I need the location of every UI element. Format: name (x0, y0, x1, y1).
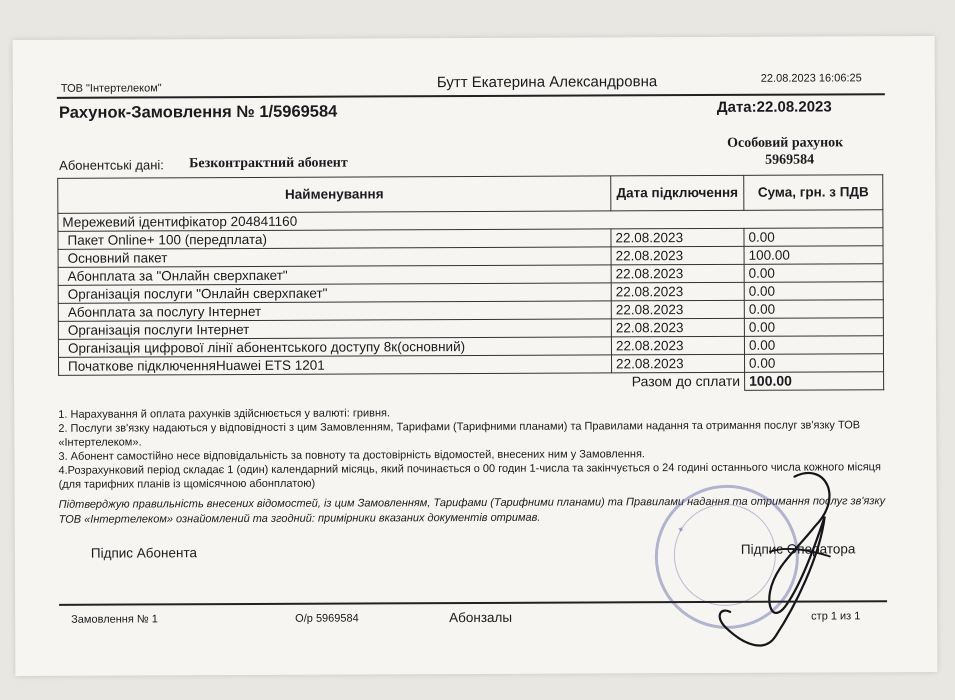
invoice-sheet (13, 36, 938, 676)
confirmation-text: Підтверджую правильність внесених відомостей, із цим Замовленням, Тарифами (Тарифними планами) та Правилами надання та отримання послуг зв'язку ТОВ «Інтертелеком» ознайомлений та згодний: примірники вказаних документів отримав. (58, 495, 886, 526)
personal-account-label: Особовий рахунок (727, 135, 844, 151)
service-sum: 0.00 (744, 318, 883, 337)
service-sum: 0.00 (744, 354, 883, 373)
column-header-name: Найменування (58, 176, 611, 213)
note-item: 1. Нарахування й оплата рахунків здійснюється у валюті: гривня. (58, 407, 391, 421)
service-name: Абонплата за "Онлайн сверхпакет" (58, 265, 611, 285)
service-name: Пакет Online+ 100 (передплата) (58, 229, 611, 249)
service-sum: 0.00 (744, 282, 883, 301)
subscriber-signature-label: Підпис Абонента (90, 545, 198, 561)
total-row (59, 372, 884, 394)
service-sum: 0.00 (744, 300, 883, 319)
service-sum: 0.00 (744, 264, 883, 283)
service-name: Організація цифрової лінії абонентського доступу 8к(основний) (58, 337, 611, 357)
service-date: 22.08.2023 (611, 282, 744, 301)
service-date: 22.08.2023 (611, 228, 744, 247)
column-header-date: Дата підключення (611, 175, 744, 211)
service-sum: 100.00 (744, 246, 883, 265)
service-sum: 0.00 (744, 336, 883, 355)
service-name: Початкове підключенняHuawei ETS 1201 (59, 355, 612, 375)
subscriber-type: Безконтрактний абонент (189, 155, 348, 172)
network-id: Мережевий ідентифікатор 204841160 (58, 210, 883, 232)
service-name: Організація послуги "Онлайн сверхпакет" (58, 283, 611, 303)
company-name: ТОВ "Інтертелеком" (60, 82, 162, 95)
total-label: Разом до сплати (612, 372, 745, 391)
service-date: 22.08.2023 (611, 264, 744, 283)
document-date: Дата:22.08.2023 (716, 98, 832, 116)
stamp-seal-icon: ✦ (655, 485, 800, 630)
services-table (57, 174, 884, 394)
print-datetime: 22.08.2023 16:06:25 (760, 72, 862, 85)
column-header-sum: Сума, грн. з ПДВ (744, 175, 883, 211)
handwritten-signature-icon (674, 456, 855, 657)
service-name: Організація послуги Інтернет (58, 319, 611, 339)
service-sum: 0.00 (744, 228, 883, 247)
footer-center: Абонзалы (449, 609, 513, 626)
service-date: 22.08.2023 (611, 300, 744, 319)
service-name: Абонплата за послугу Інтернет (58, 301, 611, 321)
service-date: 22.08.2023 (611, 318, 744, 337)
footer-account: О/р 5969584 (295, 612, 359, 625)
document-title: Рахунок-Замовлення № 1/5969584 (58, 102, 338, 122)
note-item: 4.Розрахунковий період складає 1 (один) календарний місяць, який починається о 00 годин 1-числа та закінчується о 24 годині останнього числа кожного місяця (для тарифних планів із щомісячною абонплатою) (58, 461, 881, 491)
note-item: 2. Послуги зв'язку надаються у відповідності з цим Замовленням, Тарифами (Тарифними планами) та Правилами надання та отримання послуг зв'язку ТОВ «Інтертелеком». (58, 419, 861, 449)
footer-page: стр 1 из 1 (811, 610, 861, 623)
service-date: 22.08.2023 (611, 354, 744, 373)
personal-account-number: 5969584 (765, 152, 815, 168)
footer-order: Замовлення № 1 (71, 613, 158, 626)
subscriber-label: Абонентські дані: (59, 157, 164, 173)
service-date: 22.08.2023 (611, 246, 744, 265)
table-header-row (58, 175, 883, 214)
service-name: Основний пакет (58, 247, 611, 267)
total-value: 100.00 (745, 372, 884, 391)
note-item: 3. Абонент самостійно несе відповідальність за повноту та достовірність відомостей, внесених ним у Замовлення. (58, 448, 646, 463)
client-name: Бутт Екатерина Александровна (436, 73, 658, 92)
operator-signature-label: Підпис Оператора (740, 541, 856, 557)
service-date: 22.08.2023 (611, 336, 744, 355)
